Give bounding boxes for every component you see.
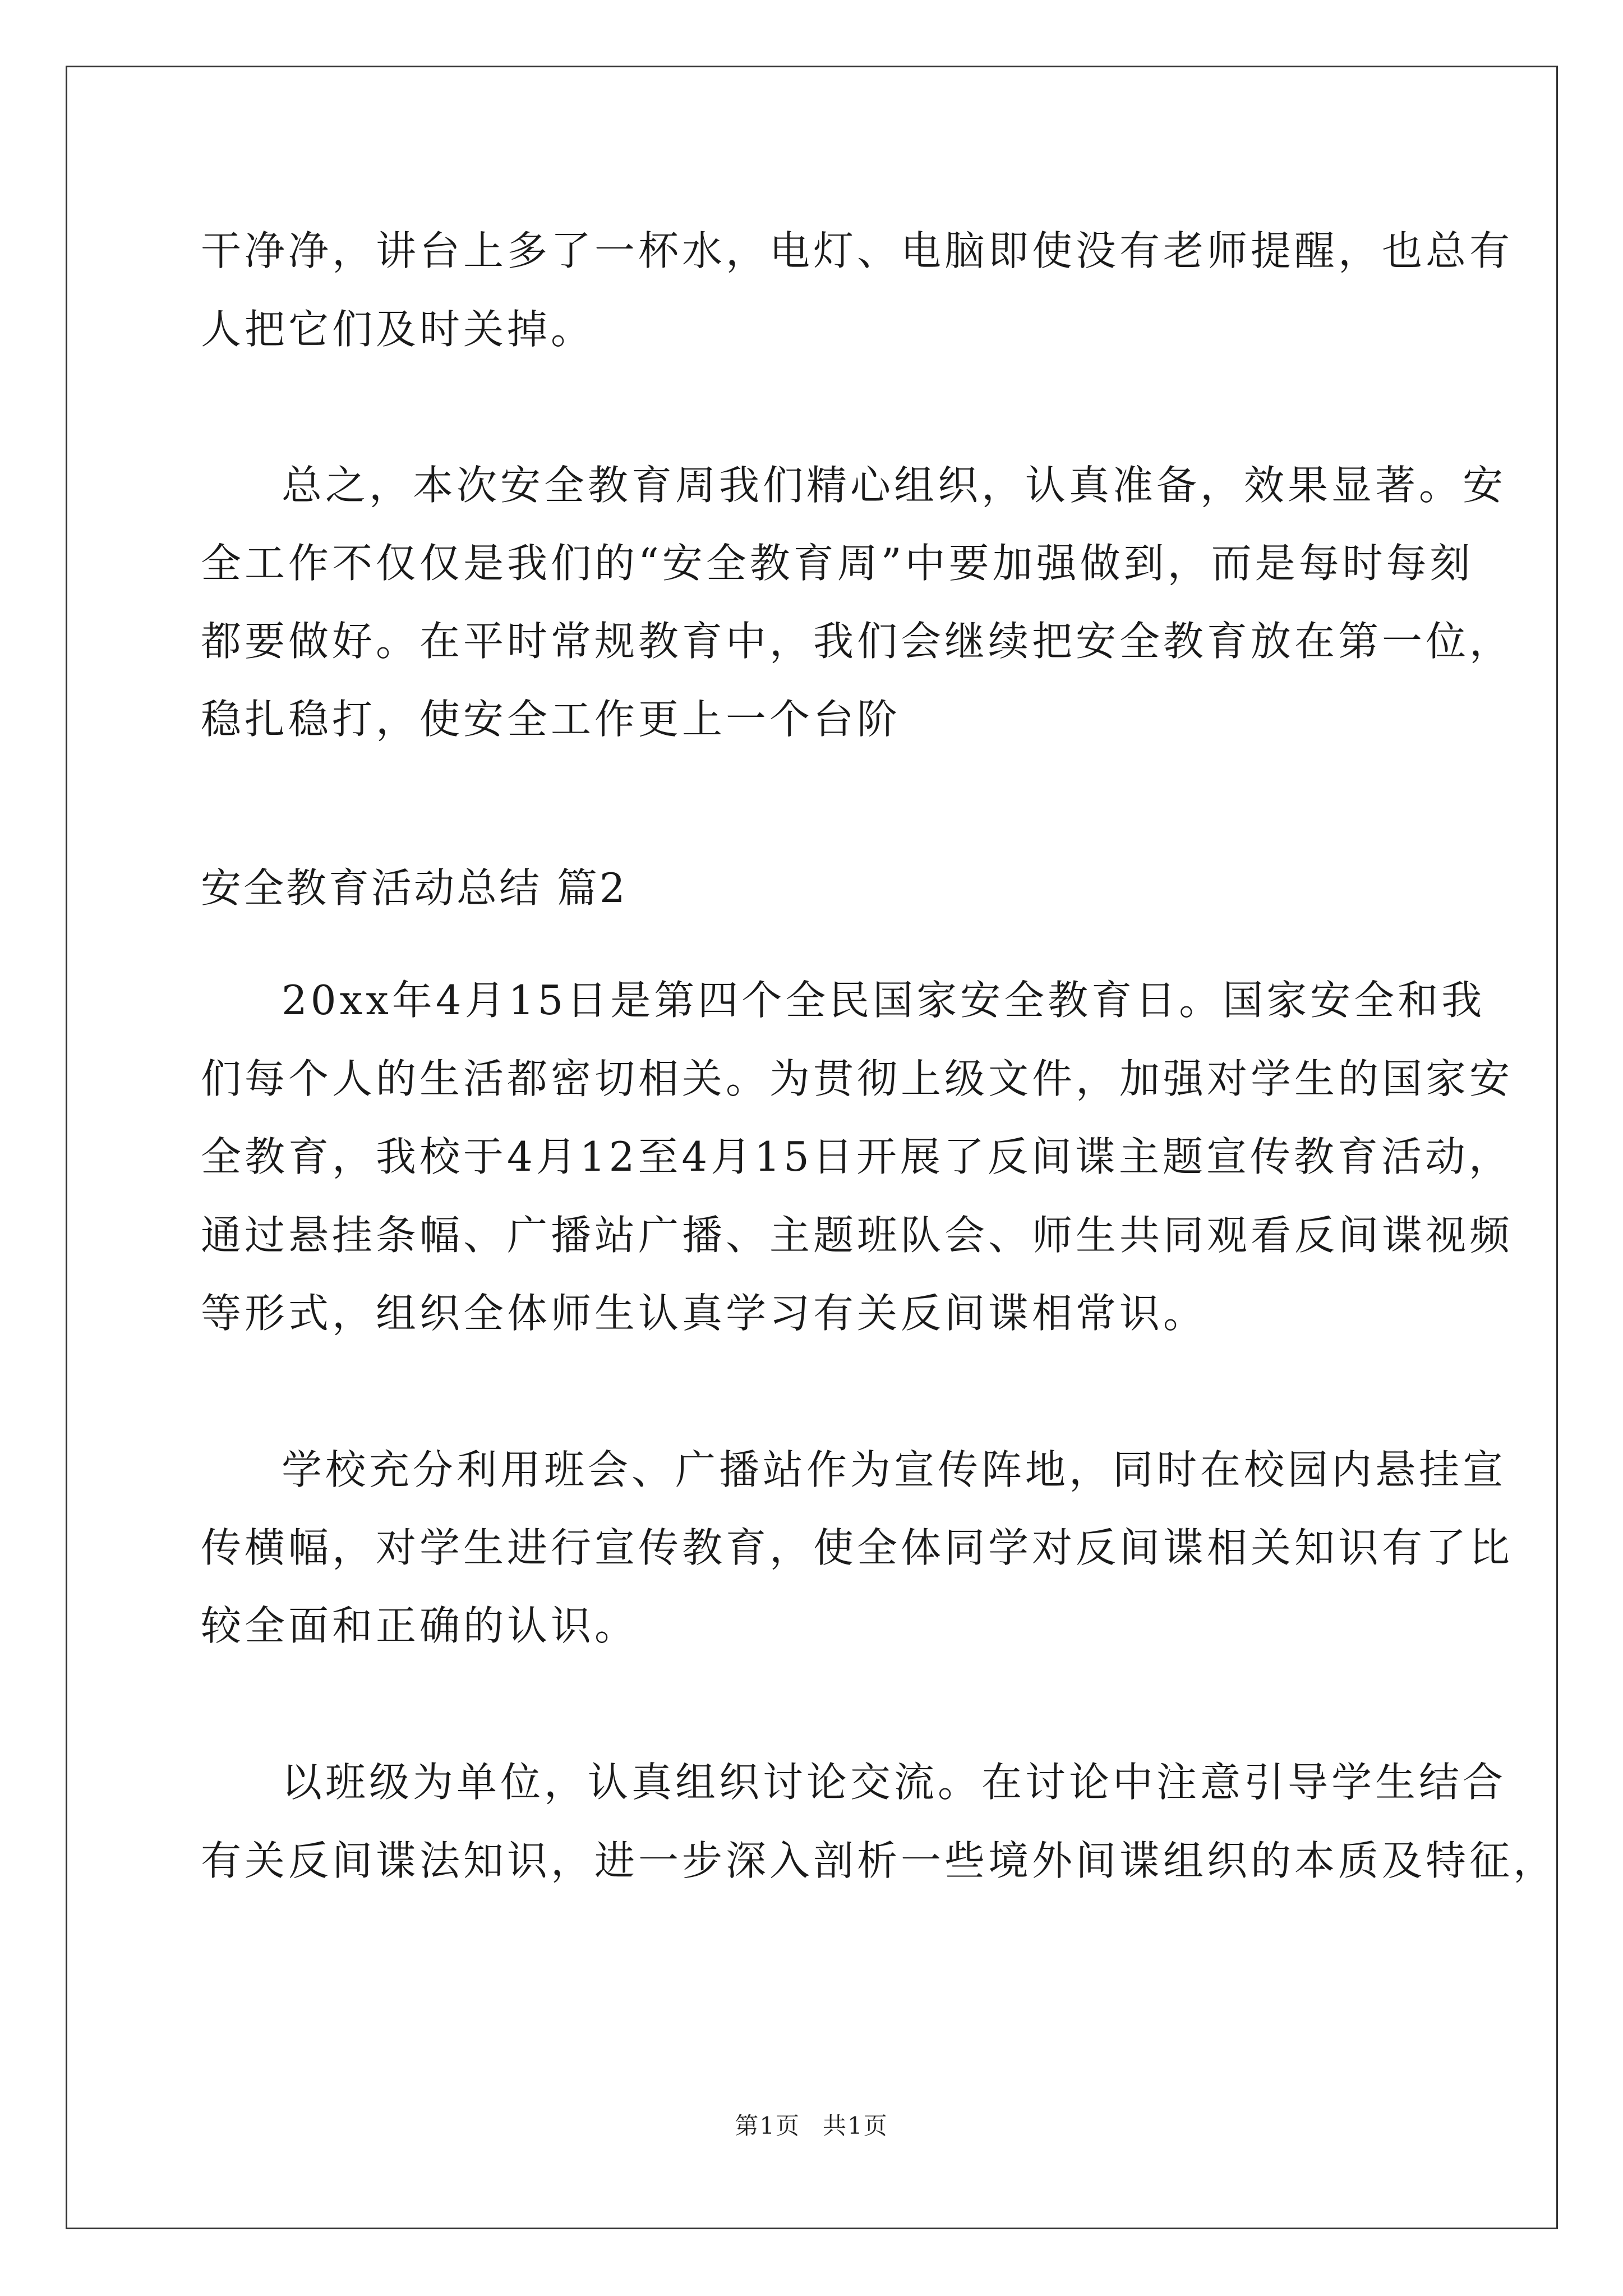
text-line: 干净净，讲台上多了一杯水，电灯、电脑即使没有老师提醒，也总有 (201, 227, 1514, 274)
text-line: 较全面和正确的认识。 (201, 1602, 639, 1649)
section-heading: 安全教育活动总结 篇2 (201, 864, 628, 912)
paragraph-start-line: 学校充分利用班会、广播站作为宣传阵地，同时在校园内悬挂宣 (282, 1446, 1507, 1493)
text-line: 人把它们及时关掉。 (201, 306, 595, 353)
text-line: 有关反间谍法知识，进一步深入剖析一些境外间谍组织的本质及特征， (201, 1837, 1557, 1884)
paragraph-start-line: 以班级为单位，认真组织讨论交流。在讨论中注意引导学生结合 (282, 1759, 1507, 1806)
text-line: 全教育，我校于4月12至4月15日开展了反间谍主题宣传教育活动， (201, 1133, 1513, 1180)
text-line: 们每个人的生活都密切相关。为贯彻上级文件，加强对学生的国家安 (201, 1055, 1514, 1102)
text-line: 传横幅，对学生进行宣传教育，使全体同学对反间谍相关知识有了比 (201, 1524, 1514, 1571)
text-line: 都要做好。在平时常规教育中，我们会继续把安全教育放在第一位， (201, 618, 1514, 665)
text-line: 通过悬挂条幅、广播站广播、主题班队会、师生共同观看反间谍视频 (201, 1212, 1514, 1259)
paragraph-start-line: 总之，本次安全教育周我们精心组织，认真准备，效果显著。安 (282, 462, 1507, 509)
page-number-current: 第1页 (735, 2112, 800, 2139)
page-footer (0, 2109, 1623, 2143)
text-line: 等形式，组织全体师生认真学习有关反间谍相常识。 (201, 1290, 1207, 1337)
paragraph-start-line: 20xx年4月15日是第四个全民国家安全教育日。国家安全和我 (282, 977, 1486, 1024)
page-number-total: 共1页 (823, 2112, 888, 2139)
text-line: 全工作不仅仅是我们的“安全教育周”中要加强做到，而是每时每刻 (201, 540, 1474, 587)
text-line: 稳扎稳打，使安全工作更上一个台阶 (201, 696, 901, 743)
